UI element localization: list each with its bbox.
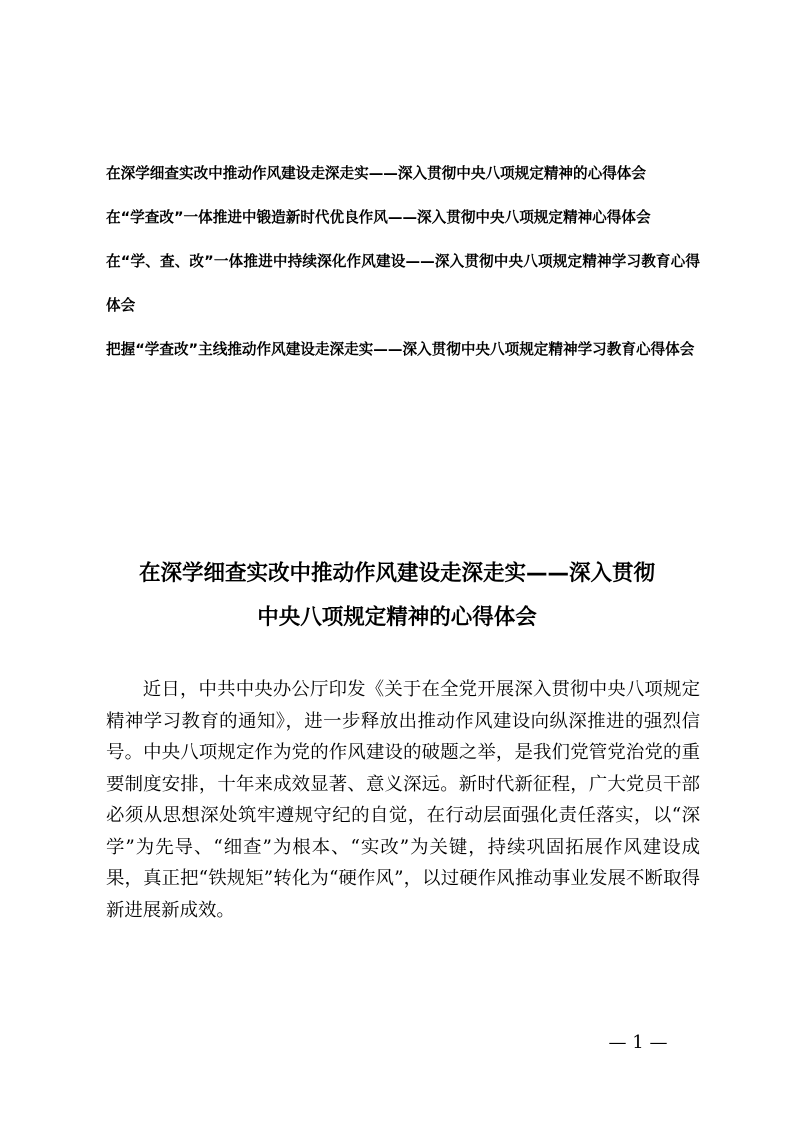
article-body-paragraph: 近日，中共中央办公厅印发《关于在全党开展深入贯彻中央八项规定精神学习教育的通知》，进一步释放出推动作风建设向纵深推进的强烈信号。中央八项规定作为党的作风建设的破题之举，是我们党管党治党的重要制度安排，十年来成效显著、意义深远。新时代新征程，广大党员干部必须从思想深处筑牢遵规守纪的自觉，在行动层面强化责任落实，以“深学”为先导、“细查”为根本、“实改”为关键，持续巩固拓展作风建设成果，真正把“铁规矩”转化为“硬作风”，以过硬作风推动事业发展不断取得新进展新成效。 — [106, 679, 700, 921]
toc-entry-4: 把握“学查改”主线推动作风建设走深走实——深入贯彻中央八项规定精神学习教育心得体会 — [106, 341, 695, 358]
article-title — [96, 552, 698, 640]
article-title-line-1: 在深学细查实改中推动作风建设走深走实——深入贯彻 — [138, 561, 655, 586]
toc-entry-2: 在“学查改”一体推进中锻造新时代优良作风——深入贯彻中央八项规定精神心得体会 — [106, 209, 651, 226]
page-number: — 1 — — [608, 1032, 668, 1053]
toc-entry-1: 在深学细查实改中推动作风建设走深走实——深入贯彻中央八项规定精神的心得体会 — [106, 165, 646, 182]
article-title-line-2: 中央八项规定精神的心得体会 — [257, 605, 537, 630]
toc-entry-3: 在“学、查、改”一体推进中持续深化作风建设——深入贯彻中央八项规定精神学习教育心得体会 — [106, 253, 700, 314]
table-of-contents — [106, 152, 700, 372]
